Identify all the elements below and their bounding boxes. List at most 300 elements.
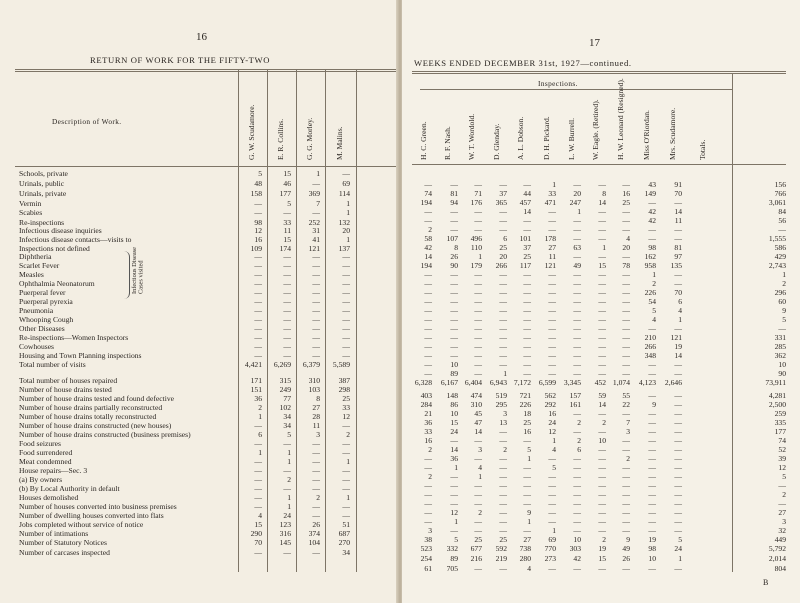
table-cell: 6 xyxy=(577,445,581,454)
table-cell: — xyxy=(598,490,606,499)
table-cell: 46 xyxy=(283,179,291,188)
table-cell: — xyxy=(622,297,630,306)
table-cell: 10 xyxy=(450,360,458,369)
table-cell: 738 xyxy=(519,544,531,553)
table-cell: — xyxy=(499,499,507,508)
table-cell: — xyxy=(674,391,682,400)
table-cell: 49 xyxy=(622,544,630,553)
table-cell: — xyxy=(342,315,350,324)
table-cell: — xyxy=(474,324,482,333)
table-cell: 315 xyxy=(279,376,291,385)
table-cell: — xyxy=(312,511,320,520)
table-cell: 7 xyxy=(316,199,320,208)
table-cell: 270 xyxy=(338,538,350,547)
table-cell: — xyxy=(450,207,458,216)
table-cell: 74 xyxy=(778,436,786,445)
table-cell: 523 xyxy=(420,544,432,553)
table-cell: 586 xyxy=(774,243,786,252)
table-cell: — xyxy=(342,502,350,511)
table-cell: 36 xyxy=(254,394,262,403)
table-cell: — xyxy=(622,564,630,573)
table-cell: — xyxy=(573,216,581,225)
table-cell: 6,167 xyxy=(440,378,458,387)
table-cell: — xyxy=(499,564,507,573)
table-cell: 687 xyxy=(338,529,350,538)
table-cell: 28 xyxy=(312,412,320,421)
table-cell: — xyxy=(648,517,656,526)
table-cell: 42 xyxy=(648,216,656,225)
table-cell: — xyxy=(598,517,606,526)
table-cell: 69 xyxy=(548,535,556,544)
table-cell: — xyxy=(499,279,507,288)
table-cell: 43 xyxy=(648,180,656,189)
table-cell: 102 xyxy=(279,403,291,412)
table-cell: — xyxy=(342,448,350,457)
table-cell: 97 xyxy=(674,252,682,261)
row-label: House repairs—Sec. 3 xyxy=(19,466,88,475)
table-cell: 1 xyxy=(454,463,458,472)
table-cell: — xyxy=(598,360,606,369)
table-cell: — xyxy=(283,279,291,288)
table-cell: — xyxy=(424,463,432,472)
table-cell: — xyxy=(342,270,350,279)
column-header-description: Description of Work. xyxy=(52,117,122,126)
table-cell: — xyxy=(598,508,606,517)
table-cell: — xyxy=(254,208,262,217)
table-cell: — xyxy=(312,502,320,511)
table-cell: 135 xyxy=(670,261,682,270)
table-cell: 16 xyxy=(548,409,556,418)
table-cell: 14 xyxy=(523,207,531,216)
table-cell: 226 xyxy=(519,400,531,409)
table-cell: 104 xyxy=(308,538,320,547)
table-cell: 2 xyxy=(258,403,262,412)
table-cell: 6,599 xyxy=(538,378,556,387)
table-cell: 69 xyxy=(342,179,350,188)
table-cell: 81 xyxy=(674,243,682,252)
table-cell: 5 xyxy=(782,315,786,324)
table-cell: 45 xyxy=(474,409,482,418)
table-cell: 5,792 xyxy=(768,544,786,553)
table-cell: 21 xyxy=(424,409,432,418)
table-cell: — xyxy=(622,481,630,490)
table-cell: 24 xyxy=(548,418,556,427)
table-cell: — xyxy=(424,360,432,369)
table-cell: 3,345 xyxy=(563,378,581,387)
table-cell: 12 xyxy=(254,226,262,235)
table-cell: 25 xyxy=(622,198,630,207)
table-cell: 2 xyxy=(652,279,656,288)
table-cell: — xyxy=(548,517,556,526)
table-cell: — xyxy=(548,351,556,360)
table-cell: — xyxy=(548,297,556,306)
table-cell: 15 xyxy=(283,169,291,178)
table-cell: — xyxy=(523,526,531,535)
table-cell: — xyxy=(312,306,320,315)
table-cell: 31 xyxy=(312,226,320,235)
table-cell: 6,328 xyxy=(414,378,432,387)
table-cell: — xyxy=(648,225,656,234)
row-label: Houses demolished xyxy=(19,493,79,502)
table-cell: 2 xyxy=(287,475,291,484)
table-cell: — xyxy=(450,225,458,234)
table-cell: 151 xyxy=(250,385,262,394)
table-cell: 496 xyxy=(470,234,482,243)
table-cell: — xyxy=(450,216,458,225)
table-cell: 280 xyxy=(519,554,531,563)
table-cell: — xyxy=(674,490,682,499)
table-cell: 148 xyxy=(446,391,458,400)
signature-mark: B xyxy=(763,578,769,587)
table-cell: 27 xyxy=(778,508,786,517)
column-header-inspector: Mrs. Scudamore. xyxy=(668,107,677,160)
table-cell: — xyxy=(573,490,581,499)
table-cell: 19 xyxy=(648,535,656,544)
table-cell: 2,646 xyxy=(664,378,682,387)
table-cell: — xyxy=(254,306,262,315)
row-label: Number of house drains totally reconstructed xyxy=(19,412,157,421)
table-cell: 162 xyxy=(644,252,656,261)
table-cell: — xyxy=(548,564,556,573)
table-cell: — xyxy=(283,548,291,557)
table-cell: — xyxy=(342,306,350,315)
table-cell: — xyxy=(283,439,291,448)
table-cell: — xyxy=(424,351,432,360)
table-cell: — xyxy=(622,517,630,526)
table-cell: 9 xyxy=(527,508,531,517)
table-cell: — xyxy=(499,463,507,472)
table-cell: — xyxy=(648,481,656,490)
table-cell: — xyxy=(598,225,606,234)
table-cell: — xyxy=(474,436,482,445)
table-cell: 16 xyxy=(523,427,531,436)
table-cell: — xyxy=(474,270,482,279)
row-label: Housing and Town Planning inspections xyxy=(19,351,142,360)
table-cell: 285 xyxy=(774,342,786,351)
row-label: (b) By Local Authority in default xyxy=(19,484,120,493)
row-label: Inspections not defined xyxy=(19,244,90,253)
table-cell: 2,014 xyxy=(768,554,786,563)
table-cell: 107 xyxy=(446,234,458,243)
table-cell: — xyxy=(312,179,320,188)
table-cell: 2 xyxy=(782,490,786,499)
table-cell: 4 xyxy=(527,564,531,573)
table-cell: — xyxy=(254,548,262,557)
table-cell: 24 xyxy=(283,511,291,520)
column-header-inspector: G. W. Scudamore. xyxy=(247,104,256,160)
rule xyxy=(15,69,398,70)
table-cell: — xyxy=(474,517,482,526)
table-cell: 1 xyxy=(678,554,682,563)
table-cell: 33 xyxy=(283,218,291,227)
table-cell: — xyxy=(499,490,507,499)
table-cell: 1 xyxy=(478,472,482,481)
table-cell: 42 xyxy=(573,554,581,563)
table-cell: — xyxy=(622,508,630,517)
table-cell: 14 xyxy=(674,351,682,360)
table-cell: 20 xyxy=(499,252,507,261)
table-cell: 1 xyxy=(346,199,350,208)
table-cell: 9 xyxy=(782,306,786,315)
table-cell: — xyxy=(573,463,581,472)
table-cell: — xyxy=(474,564,482,573)
rule xyxy=(412,73,786,74)
table-cell: 252 xyxy=(308,218,320,227)
row-label: Infectious disease inquiries xyxy=(19,226,102,235)
column-header-inspector: L. W. Burrell. xyxy=(567,118,576,160)
table-cell: 15 xyxy=(450,418,458,427)
table-cell: 259 xyxy=(774,409,786,418)
table-cell: 132 xyxy=(338,218,350,227)
table-cell: — xyxy=(474,333,482,342)
table-cell: — xyxy=(523,351,531,360)
table-cell: — xyxy=(424,499,432,508)
table-cell: 5 xyxy=(652,306,656,315)
table-cell: — xyxy=(674,436,682,445)
table-cell: 721 xyxy=(519,391,531,400)
table-cell: — xyxy=(622,342,630,351)
table-cell: 1 xyxy=(346,457,350,466)
table-cell: 94 xyxy=(450,198,458,207)
table-cell: 36 xyxy=(450,454,458,463)
table-cell: 71 xyxy=(474,189,482,198)
table-cell: 70 xyxy=(674,189,682,198)
table-cell: — xyxy=(648,564,656,573)
table-cell: 4 xyxy=(678,306,682,315)
table-cell: 1 xyxy=(478,252,482,261)
table-cell: — xyxy=(499,297,507,306)
table-cell: 1,074 xyxy=(612,378,630,387)
table-cell: — xyxy=(499,351,507,360)
table-cell: 2,500 xyxy=(768,400,786,409)
table-cell: 33 xyxy=(342,403,350,412)
row-label: Vermin xyxy=(19,199,42,208)
table-cell: 121 xyxy=(544,261,556,270)
table-cell: — xyxy=(573,409,581,418)
table-cell: 362 xyxy=(774,351,786,360)
table-cell: — xyxy=(450,180,458,189)
table-cell: 766 xyxy=(774,189,786,198)
table-cell: 6 xyxy=(678,297,682,306)
table-cell: — xyxy=(622,360,630,369)
table-cell: 1 xyxy=(678,315,682,324)
row-label: Infectious disease contacts—visits to xyxy=(19,235,132,244)
table-cell: — xyxy=(342,279,350,288)
table-cell: 61 xyxy=(424,564,432,573)
table-cell: 2 xyxy=(478,508,482,517)
table-cell: — xyxy=(499,342,507,351)
table-cell: — xyxy=(598,472,606,481)
table-cell: — xyxy=(573,324,581,333)
table-cell: — xyxy=(499,306,507,315)
table-cell: 12 xyxy=(548,427,556,436)
table-cell: — xyxy=(674,481,682,490)
table-cell: — xyxy=(499,508,507,517)
table-cell: 44 xyxy=(523,189,531,198)
table-cell: 56 xyxy=(778,216,786,225)
table-cell: — xyxy=(474,216,482,225)
table-cell: — xyxy=(648,409,656,418)
table-cell: — xyxy=(674,427,682,436)
table-cell: — xyxy=(573,306,581,315)
column-header-inspector: E. R. Collins. xyxy=(276,118,285,160)
table-cell: — xyxy=(499,454,507,463)
brace-label-line: Cases visited xyxy=(137,260,145,295)
table-cell: — xyxy=(523,472,531,481)
table-cell: — xyxy=(450,499,458,508)
table-cell: — xyxy=(474,481,482,490)
table-cell: 3 xyxy=(428,526,432,535)
rule xyxy=(15,71,398,72)
row-label: Diphtheria xyxy=(19,252,52,261)
table-cell: — xyxy=(450,342,458,351)
table-cell: — xyxy=(474,297,482,306)
table-cell: — xyxy=(424,508,432,517)
rule xyxy=(15,166,398,167)
table-cell: 1 xyxy=(287,448,291,457)
table-cell: — xyxy=(499,472,507,481)
table-cell: — xyxy=(342,484,350,493)
table-cell: 47 xyxy=(474,418,482,427)
table-cell: 1 xyxy=(552,436,556,445)
table-cell: — xyxy=(254,421,262,430)
table-cell: 12 xyxy=(342,412,350,421)
table-cell: 137 xyxy=(338,244,350,253)
table-cell: — xyxy=(622,180,630,189)
table-cell: — xyxy=(548,490,556,499)
table-cell: 369 xyxy=(308,189,320,198)
row-label: Food seizures xyxy=(19,439,61,448)
table-cell: 6,943 xyxy=(489,378,507,387)
table-cell: 20 xyxy=(622,243,630,252)
table-cell: 471 xyxy=(544,198,556,207)
table-cell: 177 xyxy=(279,189,291,198)
table-cell: 2 xyxy=(316,493,320,502)
table-cell: 89 xyxy=(450,554,458,563)
table-cell: — xyxy=(312,261,320,270)
table-cell: — xyxy=(474,306,482,315)
table-cell: 14 xyxy=(598,400,606,409)
table-cell: — xyxy=(573,508,581,517)
table-cell: 149 xyxy=(644,189,656,198)
table-cell: — xyxy=(573,564,581,573)
table-cell: 8 xyxy=(602,189,606,198)
table-cell: — xyxy=(283,306,291,315)
table-cell: 7,172 xyxy=(513,378,531,387)
table-cell: — xyxy=(342,421,350,430)
page-title: RETURN OF WORK FOR THE FIFTY-TWO xyxy=(90,55,271,65)
table-cell: — xyxy=(778,324,786,333)
table-cell: — xyxy=(254,279,262,288)
table-cell: — xyxy=(674,454,682,463)
rule xyxy=(412,71,786,72)
row-label: Ophthalmia Neonatorum xyxy=(19,279,95,288)
brace xyxy=(123,251,130,299)
table-cell: 216 xyxy=(470,554,482,563)
table-cell: 18 xyxy=(523,409,531,418)
table-cell: — xyxy=(424,279,432,288)
table-cell: 296 xyxy=(774,288,786,297)
table-cell: 677 xyxy=(470,544,482,553)
table-cell: — xyxy=(598,180,606,189)
table-cell: — xyxy=(342,261,350,270)
table-cell: — xyxy=(424,342,432,351)
table-cell: — xyxy=(548,315,556,324)
table-cell: 110 xyxy=(470,243,482,252)
table-cell: 5 xyxy=(454,535,458,544)
table-cell: 6,404 xyxy=(464,378,482,387)
table-cell: — xyxy=(254,315,262,324)
table-cell: — xyxy=(573,351,581,360)
row-label: Number of houses converted into business premises xyxy=(19,502,177,511)
table-cell: 14 xyxy=(674,207,682,216)
table-cell: 11 xyxy=(548,252,556,261)
table-cell: — xyxy=(622,207,630,216)
table-cell: — xyxy=(648,360,656,369)
table-cell: — xyxy=(674,270,682,279)
table-cell: — xyxy=(424,207,432,216)
table-cell: — xyxy=(474,288,482,297)
table-cell: — xyxy=(674,463,682,472)
table-cell: — xyxy=(548,324,556,333)
table-cell: 25 xyxy=(474,535,482,544)
table-cell: — xyxy=(573,526,581,535)
table-cell: 210 xyxy=(644,333,656,342)
table-cell: — xyxy=(424,490,432,499)
table-cell: — xyxy=(342,439,350,448)
table-cell: 34 xyxy=(283,421,291,430)
table-cell: — xyxy=(598,297,606,306)
table-cell: — xyxy=(598,445,606,454)
row-label: Meat condemned xyxy=(19,457,72,466)
table-cell: — xyxy=(674,526,682,535)
table-cell: 41 xyxy=(312,235,320,244)
table-cell: — xyxy=(283,252,291,261)
table-cell: — xyxy=(598,351,606,360)
table-cell: 194 xyxy=(420,198,432,207)
table-cell: 101 xyxy=(519,234,531,243)
table-cell: — xyxy=(622,445,630,454)
table-cell: 26 xyxy=(622,554,630,563)
table-cell: 25 xyxy=(523,252,531,261)
column-header-inspector: A. L. Dobson. xyxy=(516,116,525,160)
table-cell: — xyxy=(648,463,656,472)
table-cell: — xyxy=(283,208,291,217)
table-cell: — xyxy=(648,445,656,454)
table-cell: 60 xyxy=(778,297,786,306)
table-cell: — xyxy=(523,279,531,288)
table-cell: 1 xyxy=(346,235,350,244)
table-cell: — xyxy=(573,270,581,279)
table-cell: — xyxy=(598,234,606,243)
row-label: Puerperal fever xyxy=(19,288,66,297)
table-cell: — xyxy=(342,342,350,351)
table-cell: — xyxy=(622,369,630,378)
table-cell: 5 xyxy=(782,472,786,481)
row-label: Scabies xyxy=(19,208,43,217)
table-cell: — xyxy=(342,475,350,484)
table-cell: 295 xyxy=(495,400,507,409)
table-cell: — xyxy=(254,324,262,333)
row-label: Scarlet Fever xyxy=(19,261,60,270)
table-cell: — xyxy=(573,472,581,481)
table-cell: 26 xyxy=(450,252,458,261)
table-cell: — xyxy=(342,351,350,360)
table-cell: — xyxy=(598,342,606,351)
table-cell: 316 xyxy=(279,529,291,538)
table-cell: — xyxy=(254,493,262,502)
page-number: 17 xyxy=(589,37,600,49)
